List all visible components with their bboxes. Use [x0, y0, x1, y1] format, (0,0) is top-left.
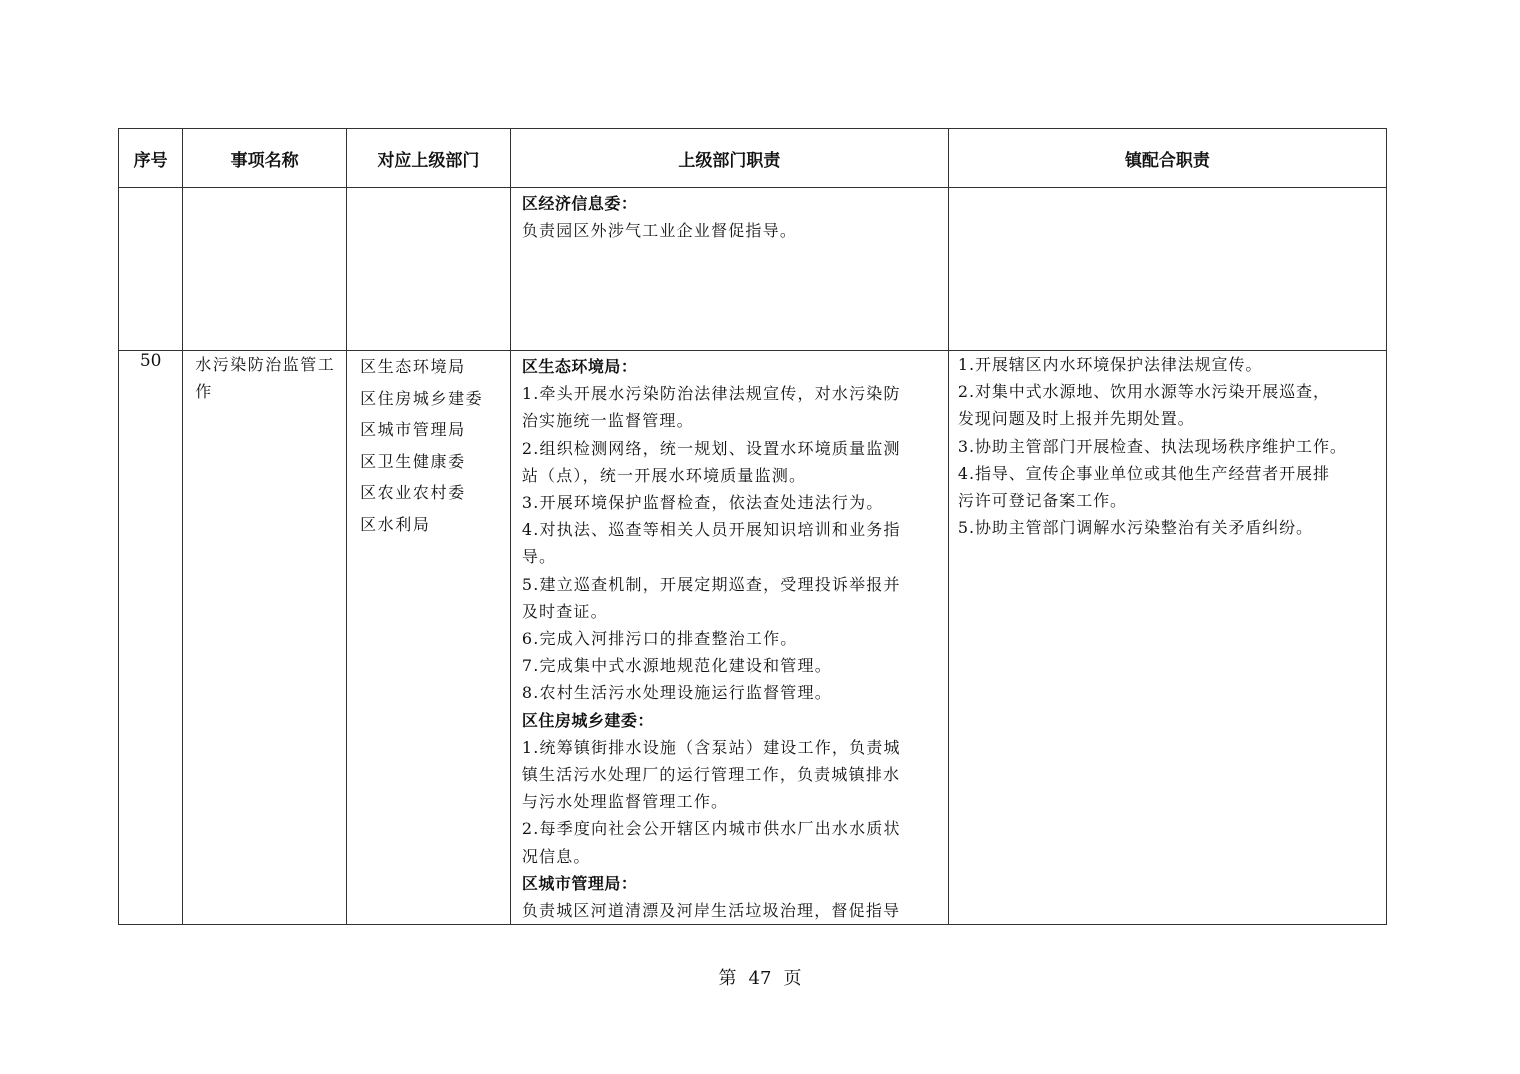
cell-departments: [347, 351, 511, 925]
town-duty-line: 5.协助主管部门调解水污染整治有关矛盾纠纷。: [957, 518, 1313, 538]
header-item-name: 事项名称: [183, 129, 347, 188]
header-town-duties: 镇配合职责: [948, 129, 1386, 188]
cell-superior-duties: [510, 351, 948, 925]
duty-line: 1.统筹镇街排水设施（含泵站）建设工作，负责城: [521, 737, 901, 757]
department-list: [347, 351, 510, 540]
town-duties-list: [949, 351, 1386, 541]
duty-line: 与污水处理监督管理工作。: [521, 792, 729, 812]
town-duty-line: 污许可登记备案工作。: [957, 491, 1127, 511]
department-heading: 区经济信息委：: [521, 194, 638, 213]
cell-town-duties-empty: [948, 188, 1386, 351]
duty-line: 负责园区外涉气工业企业督促指导。: [521, 221, 798, 241]
cell-department-empty: [347, 188, 511, 351]
department-heading: 区住房城乡建委：: [521, 710, 654, 730]
duty-line: 2.组织检测网络，统一规划、设置水环境质量监测: [521, 438, 901, 458]
department-item: 区卫生健康委: [360, 451, 466, 471]
town-duty-line: 发现问题及时上报并先期处置。: [957, 409, 1195, 429]
town-duty-line: 1.开展辖区内水环境保护法律法规宣传。: [957, 355, 1263, 374]
department-item: 区住房城乡建委: [360, 388, 484, 408]
duty-line: 4.对执法、巡查等相关人员开展知识培训和业务指: [521, 520, 901, 540]
footer-prefix: 第: [718, 968, 737, 989]
department-item: 区水利局: [360, 514, 431, 534]
cell-item-name-empty: [183, 188, 347, 351]
superior-duties-list: [511, 188, 948, 244]
duty-line: 况信息。: [521, 846, 591, 866]
duty-line: 3.开展环境保护监督检查，依法查处违法行为。: [521, 493, 884, 513]
department-heading: 区生态环境局：: [521, 357, 638, 376]
item-name-text: 水污染防治监管工作: [195, 355, 336, 401]
table-row-continued: [119, 188, 1387, 351]
duty-line: 镇生活污水处理厂的运行管理工作，负责城镇排水: [521, 765, 901, 785]
cell-superior-duties-continued: [510, 188, 948, 351]
cell-town-duties: [948, 351, 1386, 925]
department-item: 区生态环境局: [360, 357, 466, 376]
cell-number: 50: [119, 351, 183, 925]
duty-line: 治实施统一监督管理。: [521, 411, 694, 431]
cell-number-empty: [119, 188, 183, 351]
header-superior-department: 对应上级部门: [347, 129, 511, 188]
responsibility-table: [118, 128, 1387, 925]
duty-line: 导。: [521, 547, 557, 567]
department-heading: 区城市管理局：: [521, 873, 638, 893]
duty-line: 负责城区河道清漂及河岸生活垃圾治理，督促指导: [521, 901, 901, 921]
duty-line: 2.每季度向社会公开辖区内城市供水厂出水水质状: [521, 819, 901, 839]
town-duty-line: 4.指导、宣传企事业单位或其他生产经营者开展排: [957, 463, 1330, 483]
department-item: 区城市管理局: [360, 420, 466, 439]
page-footer: [0, 964, 1520, 990]
duty-line: 5.建立巡查机制，开展定期巡查，受理投诉举报并: [521, 574, 901, 594]
town-duty-line: 3.协助主管部门开展检查、执法现场秩序维护工作。: [957, 436, 1347, 456]
duty-line: 6.完成入河排污口的排查整治工作。: [521, 629, 798, 649]
table-row-50: [119, 351, 1387, 925]
duty-line: 8.农村生活污水处理设施运行监督管理。: [521, 683, 832, 703]
town-duty-line: 2.对集中式水源地、饮用水源等水污染开展巡查，: [957, 382, 1330, 402]
header-number: 序号: [119, 129, 183, 188]
duty-line: 7.完成集中式水源地规范化建设和管理。: [521, 656, 832, 676]
header-row: [119, 129, 1387, 188]
header-superior-duties: 上级部门职责: [510, 129, 948, 188]
duty-line: 站（点），统一开展水环境质量监测。: [521, 465, 807, 485]
department-item: 区农业农村委: [360, 483, 466, 502]
cell-item-name: [183, 351, 347, 925]
footer-suffix: 页: [783, 968, 802, 989]
duty-line: 1.牵头开展水污染防治法律法规宣传，对水污染防: [521, 384, 901, 404]
duty-line: 及时查证。: [521, 601, 608, 621]
page-number: 47: [748, 968, 772, 989]
superior-duties-list: [511, 351, 948, 924]
